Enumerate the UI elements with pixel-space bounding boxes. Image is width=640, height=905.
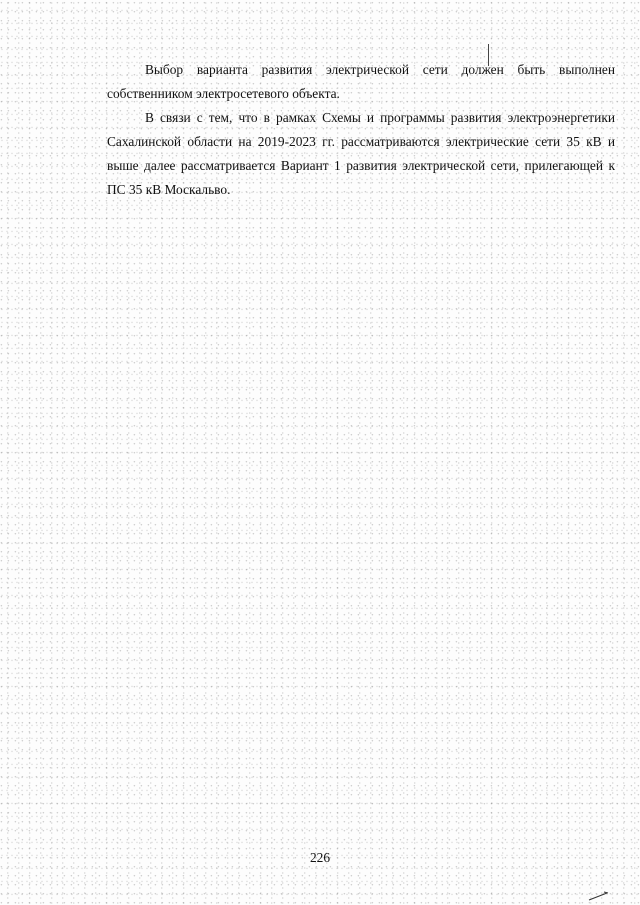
paragraph-2: В связи с тем, что в рамках Схемы и программы развития электроэнергетики Сахалинской области на 2019-2023 гг. рассматриваются электрические сети 35 кВ и выше далее рассматривается Вариант 1 развития электрической сети, прилегающей к ПС 35 кВ Москальво.: [107, 110, 615, 197]
page-number: 226: [309, 850, 331, 865]
corner-pen-mark: [588, 890, 610, 902]
body-text: [107, 58, 615, 202]
paragraph-1: Выбор варианта развития электрической сети должен быть выполнен собственником электросетевого объекта.: [107, 62, 615, 101]
